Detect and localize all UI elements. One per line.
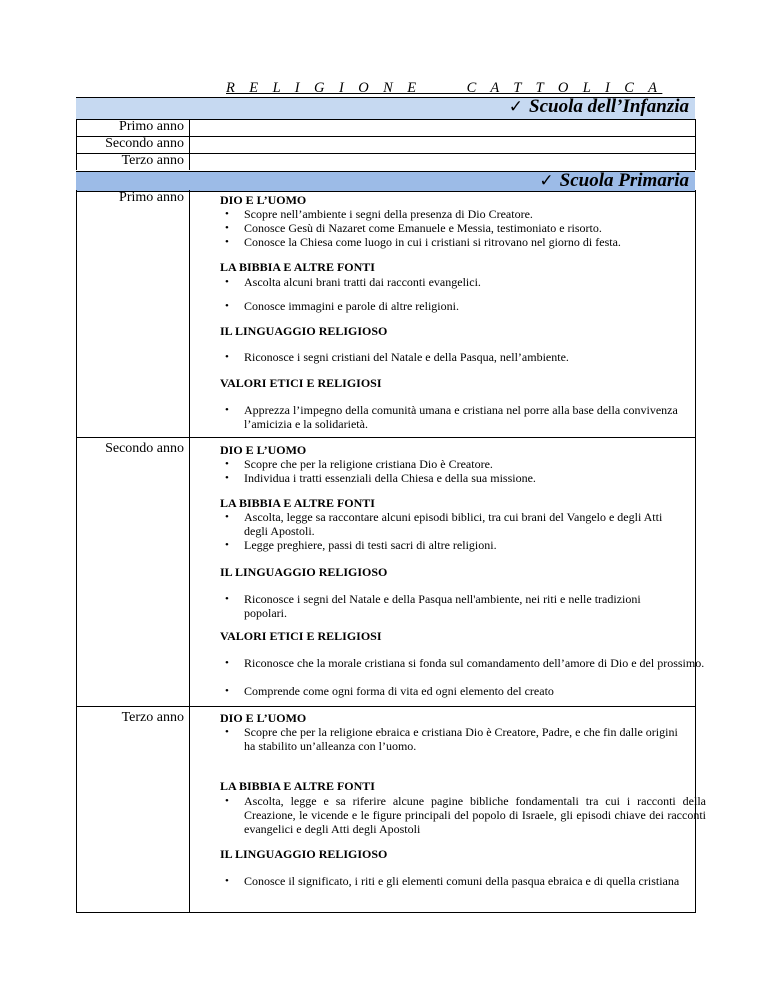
table-border xyxy=(76,190,77,913)
infanzia-row-primo: Primo anno xyxy=(119,119,184,134)
list-item: • Riconosce i segni cristiani del Natale e della Pasqua, nell’ambiente. xyxy=(220,350,704,364)
list-item: • Riconosce che la morale cristiana si fonda sul comandamento dell’amore di Dio e del prossimo. xyxy=(220,656,706,670)
header-infanzia-label: Scuola dell’Infanzia xyxy=(529,96,689,117)
infanzia-row-terzo: Terzo anno xyxy=(121,153,184,168)
document-title: R E L I G I O N E C A T T O L I C A xyxy=(226,80,663,96)
header-primaria-label: Scuola Primaria xyxy=(559,170,689,191)
infanzia-row-secondo: Secondo anno xyxy=(105,136,184,151)
table-border xyxy=(76,706,695,707)
list-item: • Comprende come ogni forma di vita ed ogni elemento del creato xyxy=(220,684,706,698)
table-border xyxy=(695,119,696,170)
table-border xyxy=(76,119,77,170)
header-primaria-text xyxy=(539,170,689,192)
section-valori-etici: VALORI ETICI E RELIGIOSI xyxy=(220,376,382,390)
list-item: • Legge preghiere, passi di testi sacri di altre religioni. xyxy=(220,538,704,552)
list-item: • Conosce il significato, i riti e gli elementi comuni della pasqua ebraica e di quella cristiana xyxy=(220,874,706,888)
list-item: • Conosce Gesù di Nazaret come Emanuele e Messia, testimoniato e risorto. xyxy=(220,221,704,235)
section-valori-etici: VALORI ETICI E RELIGIOSI xyxy=(220,629,382,643)
header-infanzia-text xyxy=(509,96,689,118)
checkmark-icon: ✓ xyxy=(539,171,554,190)
list-item: • Scopre che per la religione ebraica e cristiana Dio è Creatore, Padre, e che fin dalle origini ha stabilito un’alleanza con l’uomo. xyxy=(220,725,684,753)
primaria-terzo-label: Terzo anno xyxy=(121,710,184,725)
table-border xyxy=(189,190,190,913)
header-scuola-primaria xyxy=(76,171,695,192)
list-item: • Scopre che per la religione cristiana Dio è Creatore. xyxy=(220,457,704,471)
list-item: • Scopre nell’ambiente i segni della presenza di Dio Creatore. xyxy=(220,207,704,221)
list-item: • Ascolta, legge sa raccontare alcuni episodi biblici, tra cui brani del Vangelo e degli Atti degli Apostoli. xyxy=(220,510,684,538)
checkmark-icon: ✓ xyxy=(508,97,524,116)
section-dio-uomo: DIO E L’UOMO xyxy=(220,193,307,207)
primaria-secondo-label: Secondo anno xyxy=(105,441,184,456)
primaria-primo-label: Primo anno xyxy=(119,190,184,205)
table-border xyxy=(76,437,695,438)
section-bibbia-fonti: LA BIBBIA E ALTRE FONTI xyxy=(220,496,375,510)
list-item: • Conosce immagini e parole di altre religioni. xyxy=(220,299,704,313)
header-scuola-infanzia xyxy=(76,97,695,119)
list-item: • Ascolta, legge e sa riferire alcune pagine bibliche fondamentali tra cui i racconti della Creazione, le vicende e le figure principali del popolo di Israele, gli episodi chiave dei racconti evangelici e degli Atti degli Apostoli xyxy=(220,794,706,836)
list-item: • Conosce la Chiesa come luogo in cui i cristiani si ritrovano nel giorno di festa. xyxy=(220,235,704,249)
list-item: • Apprezza l’impegno della comunità umana e cristiana nel porre alla base della convivenza l’amicizia e la solidarietà. xyxy=(220,403,684,431)
section-bibbia-fonti: LA BIBBIA E ALTRE FONTI xyxy=(220,260,375,274)
table-border xyxy=(189,119,190,170)
section-bibbia-fonti: LA BIBBIA E ALTRE FONTI xyxy=(220,779,375,793)
section-linguaggio-religioso: IL LINGUAGGIO RELIGIOSO xyxy=(220,565,388,579)
section-linguaggio-religioso: IL LINGUAGGIO RELIGIOSO xyxy=(220,847,388,861)
list-item: • Individua i tratti essenziali della Chiesa e della sua missione. xyxy=(220,471,704,485)
section-linguaggio-religioso: IL LINGUAGGIO RELIGIOSO xyxy=(220,324,388,338)
list-item: • Riconosce i segni del Natale e della Pasqua nell'ambiente, nei riti e nelle tradizioni popolari. xyxy=(220,592,684,620)
section-dio-uomo: DIO E L’UOMO xyxy=(220,711,307,725)
list-item: • Ascolta alcuni brani tratti dai racconti evangelici. xyxy=(220,275,704,289)
section-dio-uomo: DIO E L’UOMO xyxy=(220,443,307,457)
table-border xyxy=(76,912,696,913)
